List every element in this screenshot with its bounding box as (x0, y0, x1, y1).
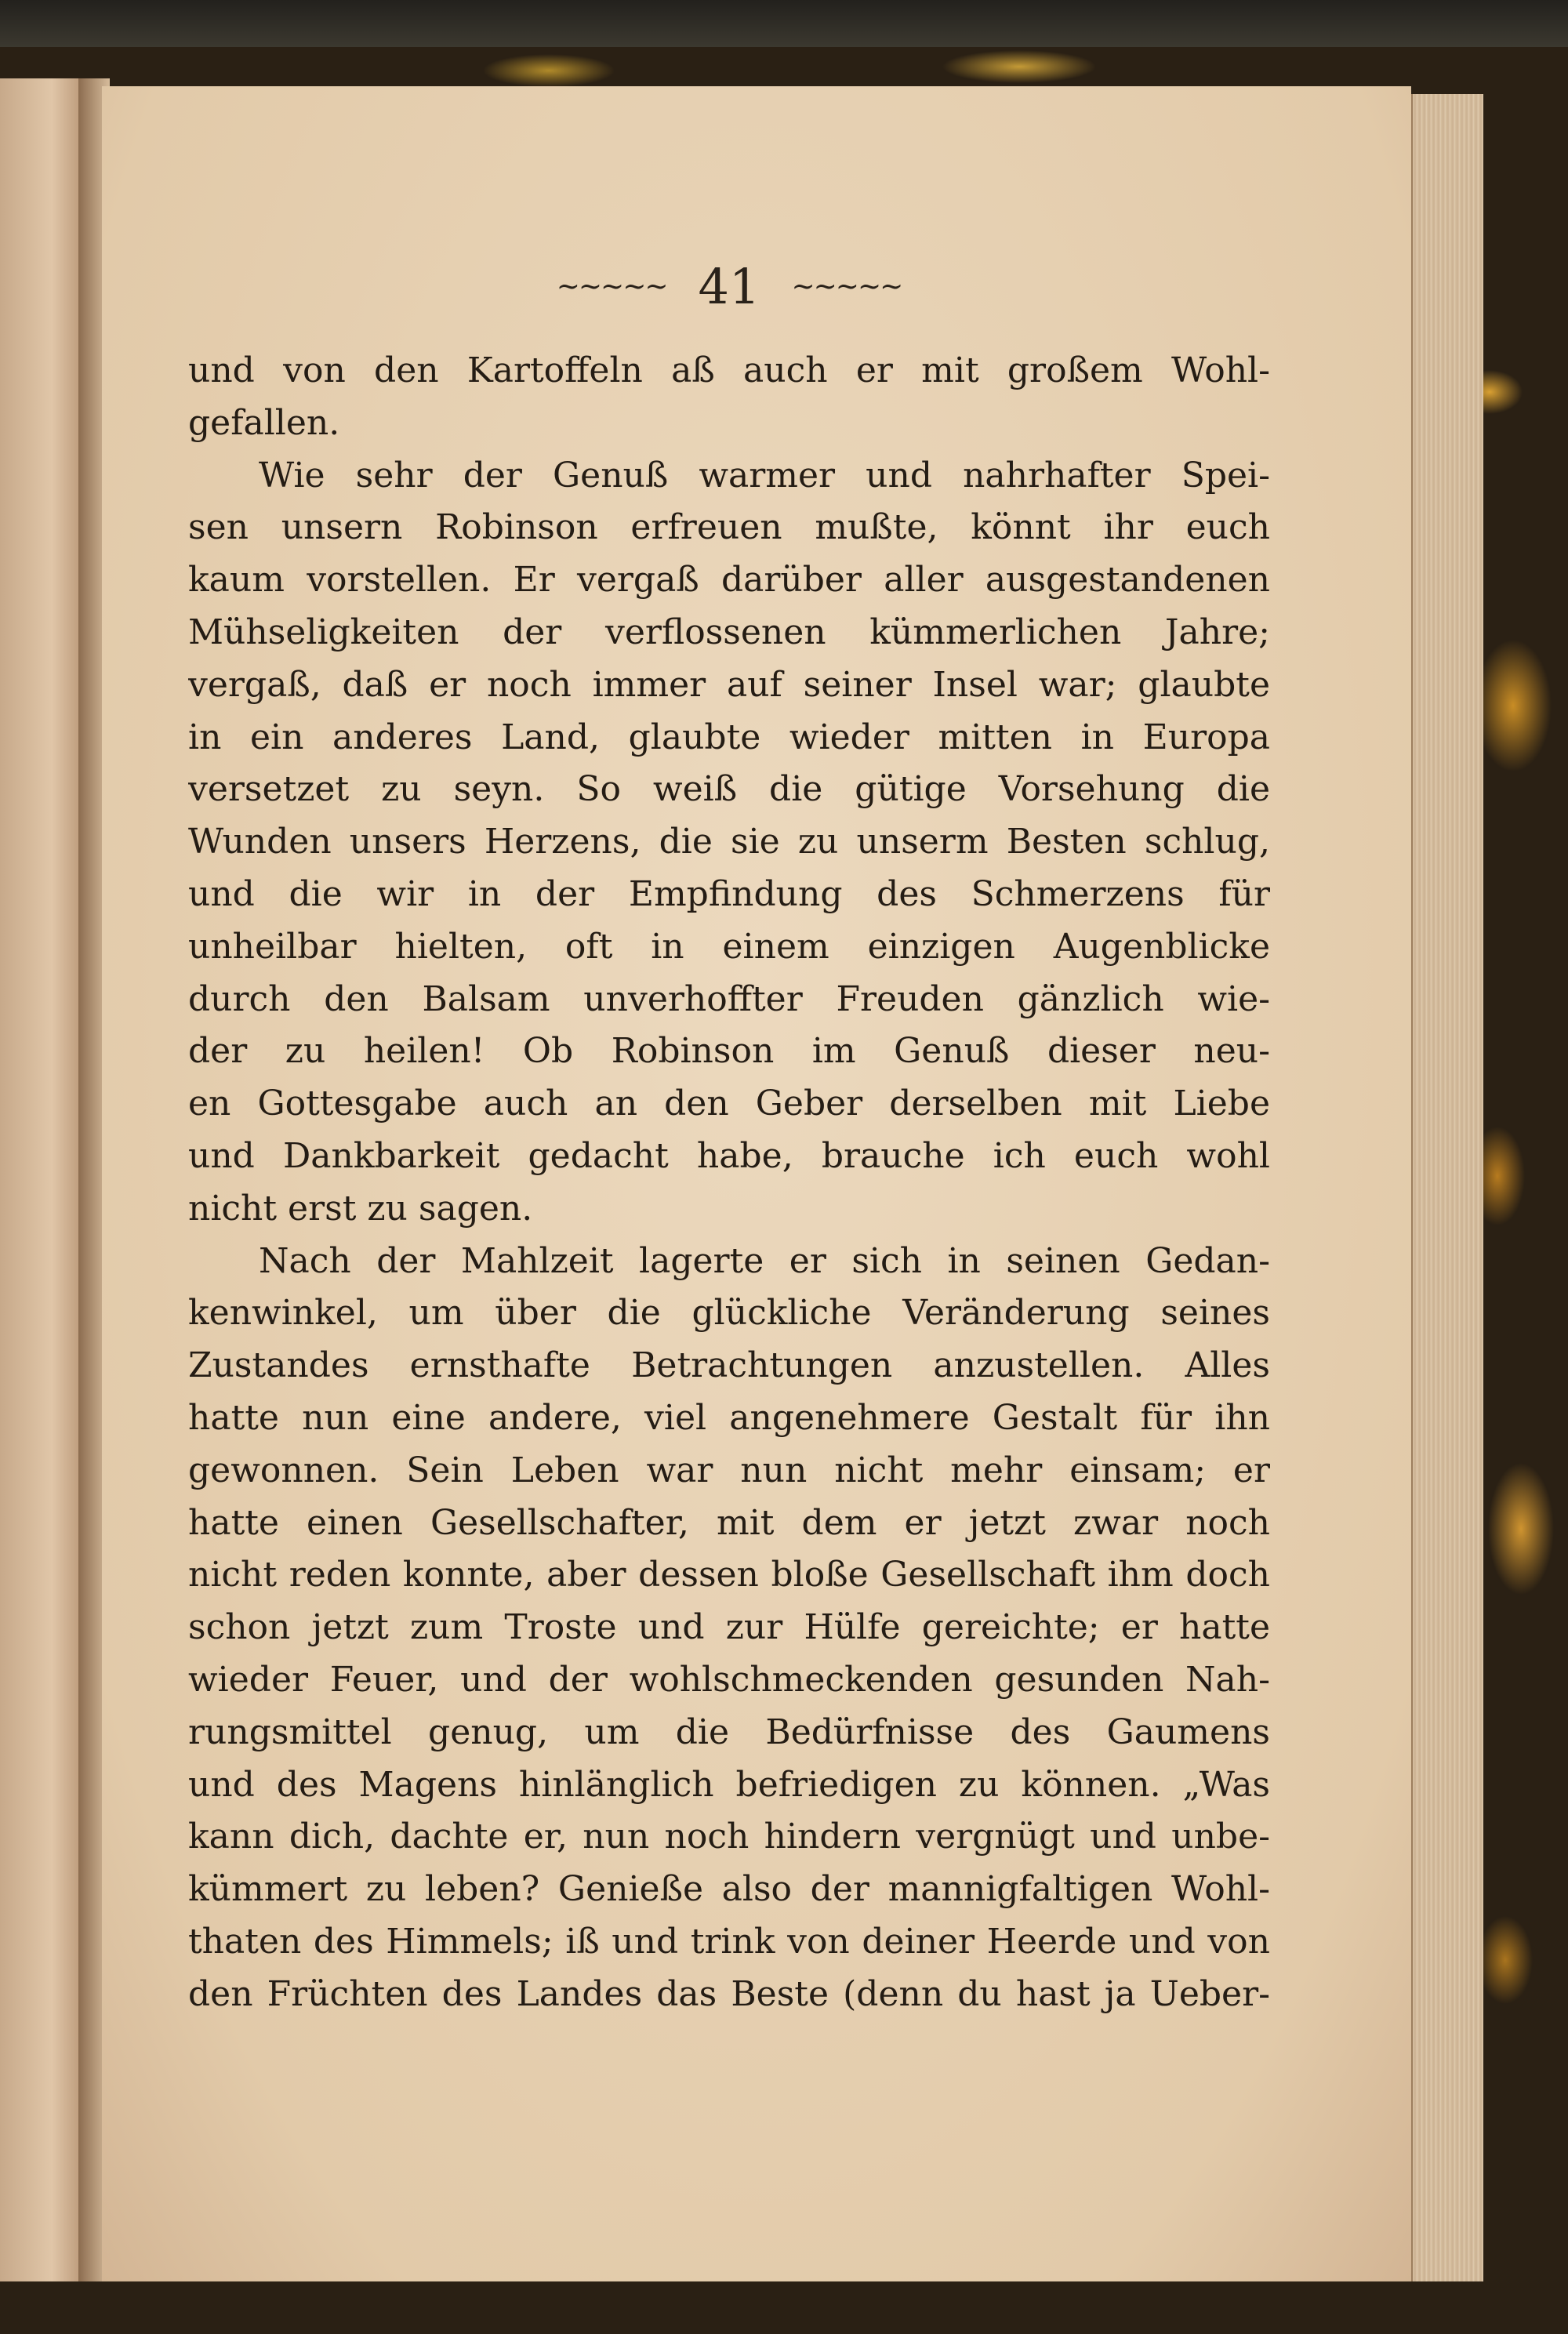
text-line: nicht reden konnte, aber dessen bloße Gesellschaft ihm doch (188, 1555, 1270, 1595)
text-line: kaum vorstellen. Er vergaß darüber aller ausgestandenen (188, 560, 1270, 601)
text-line: kann dich, dachte er, nun noch hindern vergnügt und unbe- (188, 1817, 1270, 1857)
text-line: nicht erst zu sagen. (188, 1188, 533, 1229)
text-line: unheilbar hielten, oft in einem einzigen Augenblicke (188, 926, 1270, 967)
ornament-left: ~~~~~ (556, 270, 667, 303)
ornament-right: ~~~~~ (791, 270, 902, 303)
text-line: wieder Feuer, und der wohlschmeckenden gesunden Nah- (188, 1659, 1270, 1700)
text-line: und die wir in der Empfindung des Schmerzens für (188, 873, 1270, 914)
body-text (188, 345, 1270, 2021)
text-line: und des Magens hinlänglich befriedigen zu können. „Was (188, 1764, 1270, 1805)
text-line: und Dankbarkeit gedacht habe, brauche ich euch wohl (188, 1135, 1270, 1176)
text-line: in ein anderes Land, glaubte wieder mitten in Europa (188, 717, 1270, 757)
text-line: den Früchten des Landes das Beste (denn du hast ja Ueber- (188, 1973, 1270, 2014)
text-line: Nach der Mahlzeit lagerte er sich in seinen Gedan- (259, 1240, 1270, 1281)
text-line: en Gottesgabe auch an den Geber derselben mit Liebe (188, 1084, 1270, 1124)
page-edges (1411, 94, 1483, 2281)
facing-page (0, 78, 86, 2281)
page-number: 41 (698, 257, 760, 315)
text-line: kenwinkel, um über die glückliche Veränderung seines (188, 1293, 1270, 1334)
text-line: gefallen. (188, 402, 340, 443)
text-line: gewonnen. Sein Leben war nun nicht mehr einsam; er (188, 1450, 1270, 1490)
text-line: kümmert zu leben? Genieße also der mannigfaltigen Wohl- (188, 1869, 1270, 1910)
text-line: hatte nun eine andere, viel angenehmere Gestalt für ihn (188, 1397, 1270, 1438)
page-header (556, 251, 902, 321)
text-line: Zustandes ernsthafte Betrachtungen anzustellen. Alles (188, 1345, 1270, 1386)
background-top (0, 0, 1568, 47)
text-line: Wunden unsers Herzens, die sie zu unserm Besten schlug, (188, 822, 1270, 862)
text-line: rungsmittel genug, um die Bedürfnisse des Gaumens (188, 1711, 1270, 1752)
text-line: sen unsern Robinson erfreuen mußte, könnt ihr euch (188, 507, 1270, 548)
text-line: und von den Kartoffeln aß auch er mit großem Wohl- (188, 350, 1270, 390)
text-line: Wie sehr der Genuß warmer und nahrhafter Spei- (259, 455, 1270, 495)
text-line: thaten des Himmels; iß und trink von deiner Heerde und von (188, 1921, 1270, 1962)
text-line: hatte einen Gesellschafter, mit dem er jetzt zwar noch (188, 1502, 1270, 1543)
text-line: vergaß, daß er noch immer auf seiner Insel war; glaubte (188, 664, 1270, 705)
text-line: schon jetzt zum Troste und zur Hülfe gereichte; er hatte (188, 1607, 1270, 1648)
text-line: Mühseligkeiten der verflossenen kümmerlichen Jahre; (188, 612, 1270, 652)
text-line: der zu heilen! Ob Robinson im Genuß dieser neu- (188, 1031, 1270, 1072)
text-line: versetzet zu seyn. So weiß die gütige Vorsehung die (188, 769, 1270, 810)
text-line: durch den Balsam unverhoffter Freuden gänzlich wie- (188, 978, 1270, 1019)
